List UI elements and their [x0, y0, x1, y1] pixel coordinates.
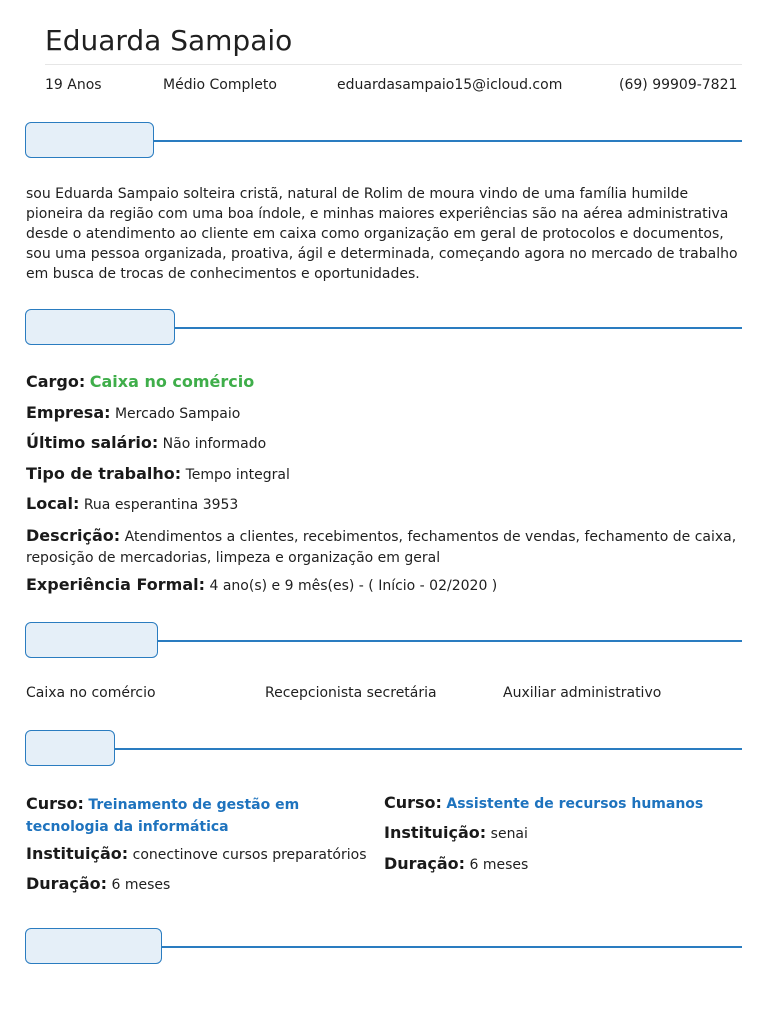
- section-header-5: [25, 928, 162, 964]
- course-2-name-label: Curso:: [384, 793, 442, 812]
- location-field: [26, 494, 238, 513]
- section-header-skills: [25, 622, 158, 658]
- section-header-about: [25, 122, 154, 158]
- skill-item: Caixa no comércio: [26, 685, 156, 701]
- location-value: Rua esperantina 3953: [83, 497, 239, 513]
- formal-experience-label: Experiência Formal:: [26, 575, 206, 594]
- header-divider: [45, 64, 742, 65]
- salary-label: Último salário:: [26, 433, 159, 452]
- course-1-name-value: Treinamento de gestão em tecnologia da informática: [26, 797, 300, 835]
- formal-experience-field: [26, 575, 497, 594]
- course-1-institution-label: Instituição:: [26, 844, 129, 863]
- description-value: Atendimentos a clientes, recebimentos, fechamentos de vendas, fechamento de caixa, reposição de mercadorias, limpeza e organização em geral: [26, 529, 737, 566]
- course-2-institution-field: [384, 823, 528, 842]
- course-1-duration-field: [26, 874, 170, 893]
- company-field: [26, 403, 240, 422]
- section-header-experience: [25, 309, 175, 345]
- course-2-institution-label: Instituição:: [384, 823, 487, 842]
- formal-experience-value: 4 ano(s) e 9 mês(es) - ( Início - 02/2020 ): [209, 578, 498, 594]
- section-divider-experience: [173, 327, 742, 329]
- phone: (69) 99909-7821: [619, 77, 738, 93]
- email: eduardasampaio15@icloud.com: [337, 77, 563, 93]
- course-1-institution-field: [26, 844, 367, 863]
- course-2-duration-field: [384, 854, 528, 873]
- course-1-duration-label: Duração:: [26, 874, 108, 893]
- course-1-institution-value: conectinove cursos preparatórios: [132, 847, 367, 863]
- skill-item: Recepcionista secretária: [265, 685, 437, 701]
- section-divider-5: [160, 946, 742, 948]
- education-level: Médio Completo: [163, 77, 277, 93]
- course-1-name-field: [26, 793, 371, 838]
- section-header-courses: [25, 730, 115, 766]
- course-2-name-value: Assistente de recursos humanos: [446, 796, 704, 812]
- course-1-name-label: Curso:: [26, 794, 84, 813]
- salary-field: [26, 433, 266, 452]
- work-type-label: Tipo de trabalho:: [26, 464, 182, 483]
- about-text: sou Eduarda Sampaio solteira cristã, natural de Rolim de moura vindo de uma família humilde pioneira da região com uma boa índole, e minhas maiores experiências são na aérea administrativa desde o atendimento ao cliente em caixa como organização em geral de protocolos e documentos, sou uma pessoa organizada, proativa, ágil e determinada, começando agora no mercado de trabalho em busca de trocas de conhecimentos e oportunidades.: [26, 186, 738, 282]
- age: 19 Anos: [45, 77, 102, 93]
- salary-value: Não informado: [162, 436, 267, 452]
- description-label: Descrição:: [26, 526, 121, 545]
- course-2-duration-value: 6 meses: [469, 857, 529, 873]
- job-title-label: Cargo:: [26, 372, 86, 391]
- course-1-duration-value: 6 meses: [111, 877, 171, 893]
- section-divider-skills: [156, 640, 742, 642]
- candidate-name: Eduarda Sampaio: [45, 24, 293, 57]
- course-2-institution-value: senai: [490, 826, 528, 842]
- section-divider-about: [152, 140, 742, 142]
- location-label: Local:: [26, 494, 80, 513]
- job-title-field: [26, 372, 254, 391]
- company-label: Empresa:: [26, 403, 111, 422]
- company-value: Mercado Sampaio: [114, 406, 241, 422]
- course-2-name-field: [384, 793, 703, 812]
- work-type-field: [26, 464, 290, 483]
- skill-item: Auxiliar administrativo: [503, 685, 662, 701]
- job-title-value: Caixa no comércio: [89, 372, 255, 391]
- description-field: [26, 525, 742, 569]
- work-type-value: Tempo integral: [185, 467, 290, 483]
- course-2-duration-label: Duração:: [384, 854, 466, 873]
- section-divider-courses: [113, 748, 742, 750]
